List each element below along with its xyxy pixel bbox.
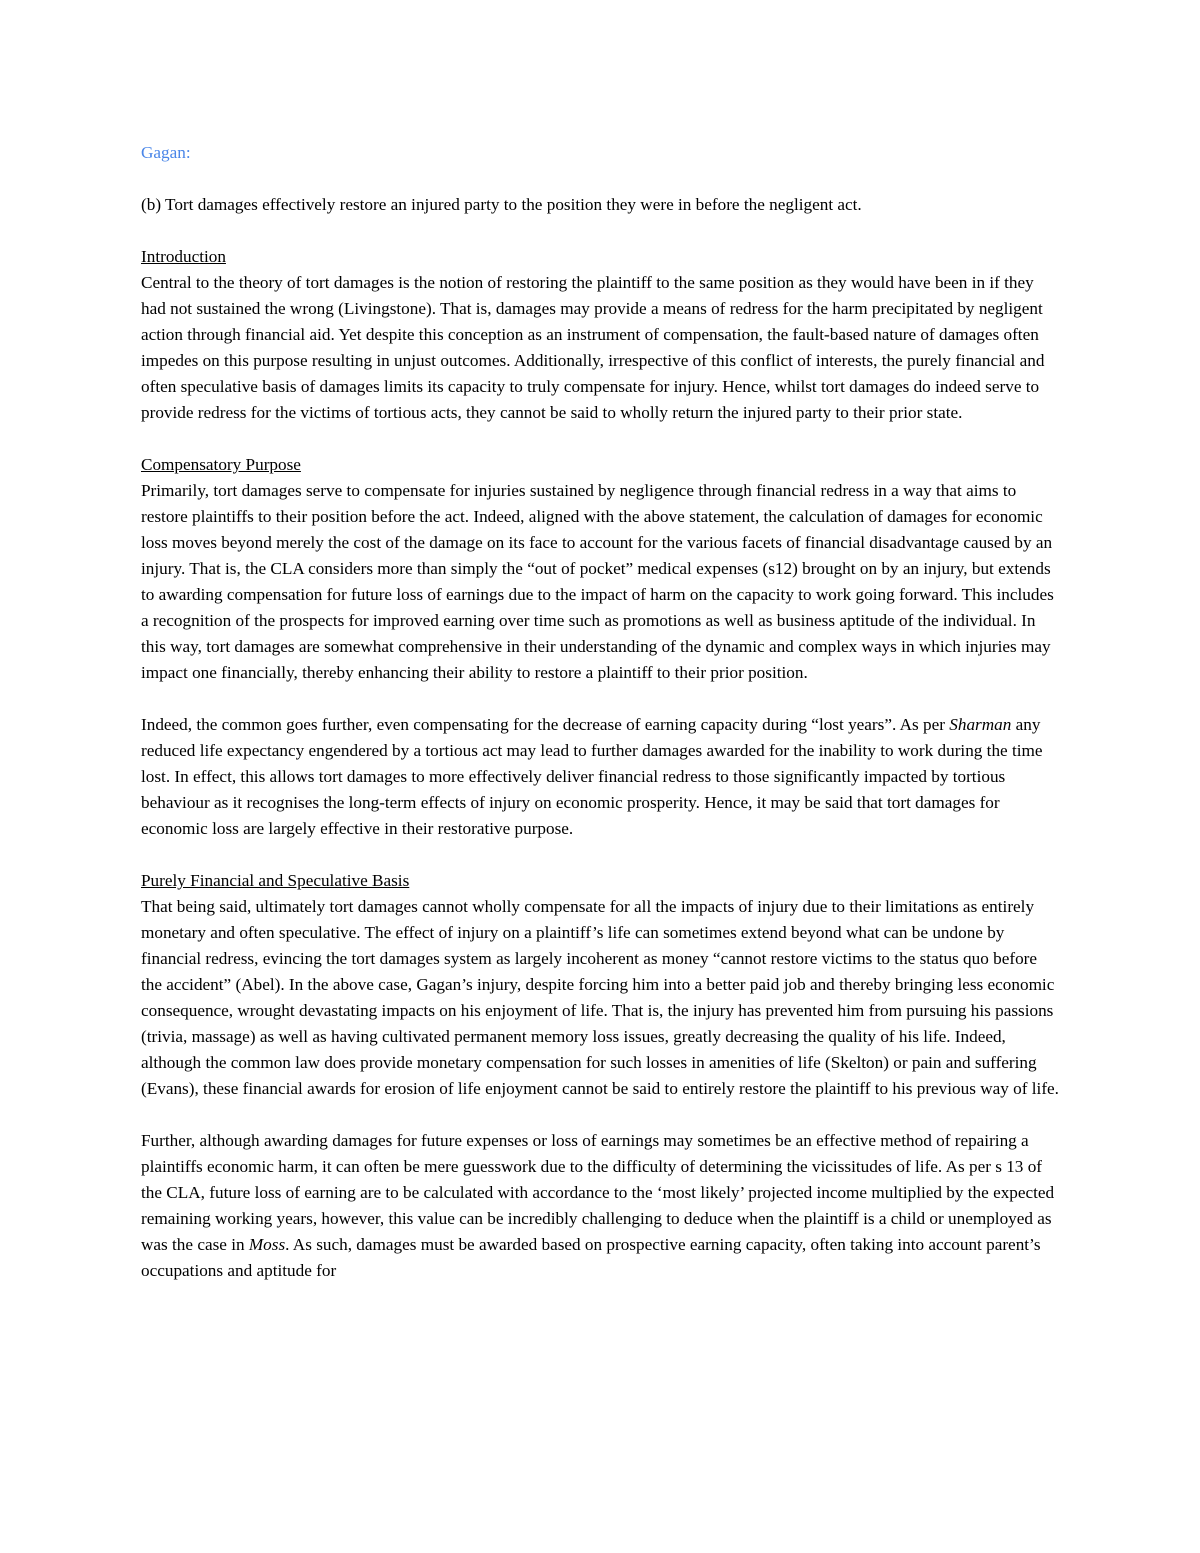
paragraph-text: Further, although awarding damages for future expenses or loss of earnings may sometimes be an effective method of repairing a plaintiffs economic harm, it can often be mere guesswork due to the difficulty of determining the vicissitudes of life. As per s 13 of the CLA, future loss of earning are to be calculated with accordance to the ‘most likely’ projected income multiplied by the expected remaining working years, however, this value can be incredibly challenging to deduce when the plaintiff is a child or unemployed as was the case in <box>141 1131 1055 1254</box>
section-compensatory-purpose <box>141 452 1061 842</box>
paragraph: Central to the theory of tort damages is the notion of restoring the plaintiff to the same position as they would have been in if they had not sustained the wrong (Livingstone). That is, damages may provide a means of redress for the harm precipitated by negligent action through financial aid. Yet despite this conception as an instrument of compensation, the fault-based nature of damages often impedes on this purpose resulting in unjust outcomes. Additionally, irrespective of this conflict of interests, the purely financial and often speculative basis of damages limits its capacity to truly compensate for injury. Hence, whilst tort damages do indeed serve to provide redress for the victims of tortious acts, they cannot be said to wholly return the injured party to their prior state. <box>141 273 1045 422</box>
section-heading-compensatory-purpose: Compensatory Purpose <box>141 455 301 474</box>
paragraph-text: any reduced life expectancy engendered by a tortious act may lead to further damages awarded for the inability to work during the time lost. In effect, this allows tort damages to more effectively deliver financial redress to those significantly impacted by tortious behaviour as it recognises the long-term effects of injury on economic prosperity. Hence, it may be said that tort damages for economic loss are largely effective in their restorative purpose. <box>141 715 1043 838</box>
case-name: Moss <box>248 1235 286 1254</box>
case-name: Sharman <box>949 715 1012 734</box>
paragraph: Primarily, tort damages serve to compensate for injuries sustained by negligence through financial redress in a way that aims to restore plaintiffs to their position before the act. Indeed, aligned with the above statement, the calculation of damages for economic loss moves beyond merely the cost of the damage on its face to account for the various facets of financial disadvantage caused by an injury. That is, the CLA considers more than simply the “out of pocket” medical expenses (s12) brought on by an injury, but extends to awarding compensation for future loss of earnings due to the impact of harm on the capacity to work going forward. This includes a recognition of the prospects for improved earning over time such as promotions as well as business aptitude of the individual. In this way, tort damages are somewhat comprehensive in their understanding of the dynamic and complex ways in which injuries may impact one financially, thereby enhancing their ability to restore a plaintiff to their prior position. <box>141 481 1054 682</box>
question-statement: (b) Tort damages effectively restore an injured party to the position they were in before the negligent act. <box>141 195 862 214</box>
section-heading-purely-financial: Purely Financial and Speculative Basis <box>141 871 410 890</box>
paragraph-text: Indeed, the common goes further, even compensating for the decrease of earning capacity during “lost years”. As per <box>141 715 950 734</box>
section-introduction <box>141 244 1061 426</box>
paragraph-text: . As such, damages must be awarded based on prospective earning capacity, often taking into account parent’s occupations and aptitude for <box>141 1235 1041 1280</box>
document-page <box>141 140 1061 1284</box>
paragraph: That being said, ultimately tort damages cannot wholly compensate for all the impacts of injury due to their limitations as entirely monetary and often speculative. The effect of injury on a plaintiff’s life can sometimes extend beyond what can be undone by financial redress, evincing the tort damages system as largely incoherent as money “cannot restore victims to the status quo before the accident” (Abel). In the above case, Gagan’s injury, despite forcing him into a better paid job and thereby bringing less economic consequence, wrought devastating impacts on his enjoyment of life. That is, the injury has prevented him from pursuing his passions (trivia, massage) as well as having cultivated permanent memory loss issues, greatly decreasing the quality of his life. Indeed, although the common law does provide monetary compensation for such losses in amenities of life (Skelton) or pain and suffering (Evans), these financial awards for erosion of life enjoyment cannot be said to entirely restore the plaintiff to his previous way of life. <box>141 897 1059 1098</box>
section-purely-financial <box>141 868 1061 1284</box>
paragraph <box>141 1128 1061 1284</box>
paragraph <box>141 712 1061 842</box>
section-heading-introduction: Introduction <box>141 247 226 266</box>
author-label: Gagan: <box>141 143 191 162</box>
